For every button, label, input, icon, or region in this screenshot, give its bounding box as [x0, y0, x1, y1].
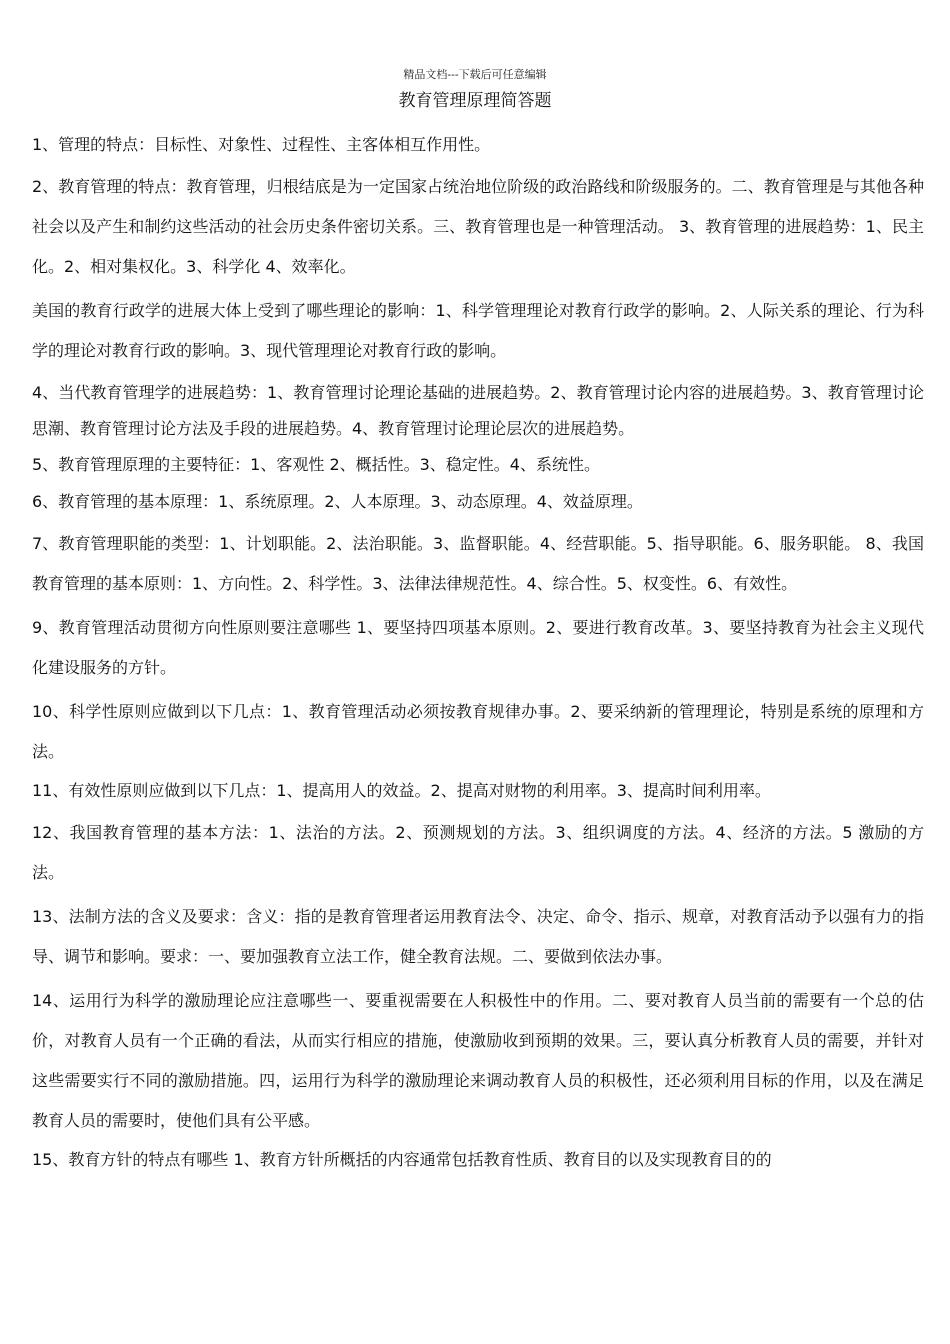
paragraph-1: 1、管理的特点：目标性、对象性、过程性、主客体相互作用性。 — [32, 135, 491, 154]
document-title: 教育管理原理简答题 — [398, 91, 552, 111]
paragraph-12: 12、我国教育管理的基本方法：1、法治的方法。2、预测规划的方法。3、组织调度的方法。4、经济的方法。5 激励的方法。 — [32, 823, 924, 882]
paragraph-13: 13、法制方法的含义及要求：含义：指的是教育管理者运用教育法令、决定、命令、指示、规章，对教育活动予以强有力的指导、调节和影响。要求：一、要加强教育立法工作，健全教育法规。二、要做到依法办事。 — [32, 907, 924, 966]
paragraph-10: 10、科学性原则应做到以下几点：1、教育管理活动必须按教育规律办事。2、要采纳新的管理理论，特别是系统的原理和方法。 — [32, 702, 924, 761]
paragraph-5: 5、教育管理原理的主要特征：1、客观性 2、概括性。3、稳定性。4、系统性。 — [32, 455, 600, 474]
paragraph-14: 14、运用行为科学的激励理论应注意哪些一、要重视需要在人积极性中的作用。二、要对教育人员当前的需要有一个总的估价，对教育人员有一个正确的看法，从而实行相应的措施，使激励收到预期的效果。三，要认真分析教育人员的需要，并针对这些需要实行不同的激励措施。四，运用行为科学的激励理论来调动教育人员的积极性，还必须利用目标的作用，以及在满足教育人员的需要时，使他们具有公平感。 — [32, 991, 924, 1130]
paragraph-4: 4、当代教育管理学的进展趋势：1、教育管理讨论理论基础的进展趋势。2、教育管理讨论内容的进展趋势。3、教育管理讨论思潮、教育管理讨论方法及手段的进展趋势。4、教育管理讨论理论层次的进展趋势。 — [32, 383, 924, 438]
document-body — [32, 130, 924, 1182]
paragraph-9: 9、教育管理活动贯彻方向性原则要注意哪些 1、要坚持四项基本原则。2、要进行教育改革。3、要坚持教育为社会主义现代化建设服务的方针。 — [32, 618, 924, 677]
paragraph-7: 7、教育管理职能的类型：1、计划职能。2、法治职能。3、监督职能。4、经营职能。5、指导职能。6、服务职能。 8、我国教育管理的基本原则：1、方向性。2、科学性。3、法律法律规范性。4、综合性。5、权变性。6、有效性。 — [32, 534, 924, 593]
paragraph-6: 6、教育管理的基本原理：1、系统原理。2、人本原理。3、动态原理。4、效益原理。 — [32, 492, 643, 511]
paragraph-15: 15、教育方针的特点有哪些 1、教育方针所概括的内容通常包括教育性质、教育目的以及实现教育目的的 — [32, 1150, 772, 1169]
page-header: 精品文档---下载后可任意编辑 — [403, 68, 547, 81]
paragraph-2: 2、教育管理的特点：教育管理，归根结底是为一定国家占统治地位阶级的政治路线和阶级服务的。二、教育管理是与其他各种社会以及产生和制约这些活动的社会历史条件密切关系。三、教育管理也是一种管理活动。 3、教育管理的进展趋势：1、民主化。2、相对集权化。3、科学化 4、效率化。 — [32, 177, 924, 276]
paragraph-3: 美国的教育行政学的进展大体上受到了哪些理论的影响：1、科学管理理论对教育行政学的影响。2、人际关系的理论、行为科学的理论对教育行政的影响。3、现代管理理论对教育行政的影响。 — [32, 301, 924, 360]
paragraph-11: 11、有效性原则应做到以下几点：1、提高用人的效益。2、提高对财物的利用率。3、提高时间利用率。 — [32, 781, 771, 800]
